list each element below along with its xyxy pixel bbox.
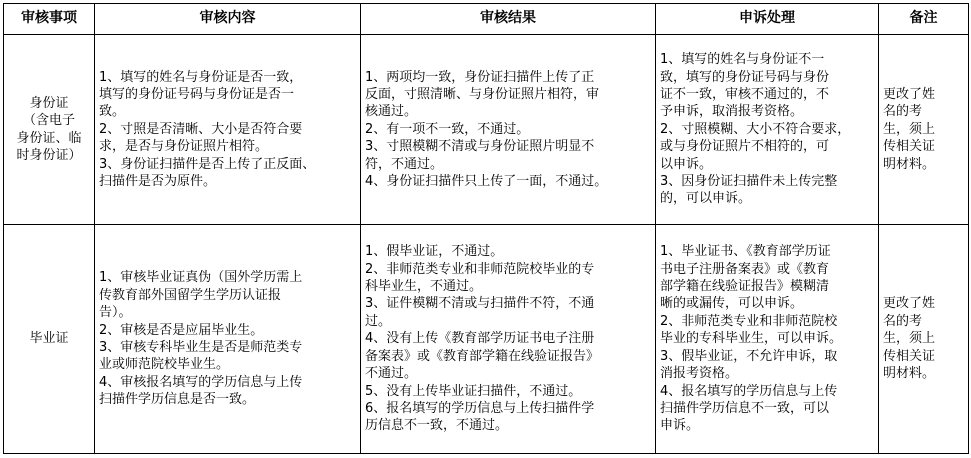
cell-line: 科毕业生，不通过。 [365,279,483,295]
cell-line: 2、有一项不一致，不通过。 [365,121,530,137]
cell-line: 1、填写的姓名与身份证不一 [660,52,825,68]
row-item-cell [4,225,95,454]
cell-line: 传教育部外国留学生学历认证报 [99,287,282,303]
cell-line: 毕业证 [29,331,69,347]
cell-line: 业或师范院校毕业生。 [99,357,230,373]
cell-line: 的，可以申诉。 [660,191,752,207]
header-note: 备注 [879,4,969,35]
header-appeal: 申诉处理 [656,4,879,35]
row-note-cell [879,225,969,454]
cell-line: 1、两项均一致，身份证扫描件上传了正 [365,69,595,85]
cell-line: （含电子 [22,113,75,129]
cell-line: 2、非师范类专业和非师范院校 [660,313,838,329]
cell-line: 部学籍在线验证报告》模糊清 [660,279,830,295]
cell-line: 生，须上 [883,331,936,347]
cell-line: 晰的或漏传，可以申诉。 [660,296,804,312]
cell-line: 填写的身份证号码与身份证是否一 [99,86,295,102]
header-item: 审核事项 [4,4,95,35]
cell-line: 毕业的专科毕业生，可以申诉。 [660,331,843,347]
row-content-cell [95,225,361,454]
cell-line: 符，不通过。 [365,156,444,172]
cell-line: 扫描件是否为原件。 [99,174,217,190]
cell-line: 3、假毕业证，不允许申诉，取 [660,348,838,364]
review-table [3,3,969,454]
cell-line: 传相关证 [883,348,936,364]
cell-line: 更改了姓 [883,296,936,312]
cell-line: 1、假毕业证，不通过。 [365,244,504,260]
header-row [4,4,969,35]
cell-line: 1、毕业证书、《教育部学历证 [660,244,831,260]
cell-line: 4、审核报名填写的学历信息与上传 [99,374,303,390]
cell-line: 致，填写的身份证号码与身份 [660,69,830,85]
cell-line: 身份证 [29,95,69,111]
cell-line: 求，是否与身份证照片相符。 [99,139,269,155]
cell-line: 4、身份证扫描件只上传了一面，不通过。 [365,174,608,190]
cell-line: 4、报名填写的学历信息与上传 [660,383,838,399]
cell-line: 过。 [365,313,392,329]
row-item-cell [4,35,95,225]
row-result-cell [361,225,656,454]
cell-line: 书电子注册备案表》或《教育 [660,261,830,277]
cell-line: 申诉。 [660,418,700,434]
cell-line: 不通过。 [365,366,418,382]
row-note-cell [879,35,969,225]
cell-line: 名的考 [883,104,923,120]
cell-line: 明材料。 [883,156,936,172]
cell-line: 3、寸照模糊不清或与身份证照片明显不 [365,139,595,155]
cell-line: 扫描件学历信息不一致，可以 [660,400,830,416]
cell-line: 6、报名填写的学历信息与上传扫描件学 [365,400,595,416]
row-content-cell [95,35,361,225]
cell-line: 生，须上 [883,121,936,137]
cell-line: 消报考资格。 [660,366,739,382]
cell-line: 扫描件学历信息是否一致。 [99,392,256,408]
cell-line: 3、证件模糊不清或与扫描件不符，不通 [365,296,595,312]
cell-line: 予申诉，取消报考资格。 [660,104,804,120]
cell-line: 历信息不一致，不通过。 [365,418,509,434]
cell-line: 传相关证 [883,139,936,155]
cell-line: 核通过。 [365,104,418,120]
cell-line: 告）。 [99,305,132,321]
cell-line: 备案表》或《教育部学籍在线验证报告》 [365,348,600,364]
row-appeal-cell [656,35,879,225]
cell-line: 名的考 [883,313,923,329]
cell-line: 致。 [99,104,126,120]
table-row [4,225,969,454]
cell-line: 1、填写的姓名与身份证是否一致， [99,69,303,85]
cell-line: 3、因身份证扫描件未上传完整 [660,174,838,190]
cell-line: 5、没有上传毕业证扫描件，不通过。 [365,383,582,399]
cell-line: 2、寸照是否清晰、大小是否符合要 [99,121,303,137]
table-row [4,35,969,225]
cell-line: 证不一致，审核不通过的，不 [660,86,830,102]
cell-line: 3、审核专科毕业生是否是师范类专 [99,340,303,355]
header-content: 审核内容 [95,4,361,35]
cell-line: 更改了姓 [883,86,936,102]
cell-line: 2、非师范类专业和非师范院校毕业的专 [365,261,595,277]
row-appeal-cell [656,225,879,454]
cell-line: 身份证、临 [16,130,82,146]
cell-line: 2、审核是否是应届毕业生。 [99,322,264,338]
cell-line: 3、身份证扫描件是否上传了正反面、 [99,156,316,172]
cell-line: 明材料。 [883,366,936,382]
cell-line: 反面，寸照清晰、与身份证照片相符，审 [365,86,600,102]
row-result-cell [361,35,656,225]
header-result: 审核结果 [361,4,656,35]
cell-line: 2、寸照模糊、大小不符合要求， [660,121,851,137]
cell-line: 以申诉。 [660,156,713,172]
cell-line: 4、没有上传《教育部学历证书电子注册 [365,331,595,347]
cell-line: 1、审核毕业证真伪（国外学历需上 [99,270,303,286]
cell-line: 或与身份证照片不相符的，可 [660,139,830,155]
cell-line: 时身份证） [16,147,82,163]
